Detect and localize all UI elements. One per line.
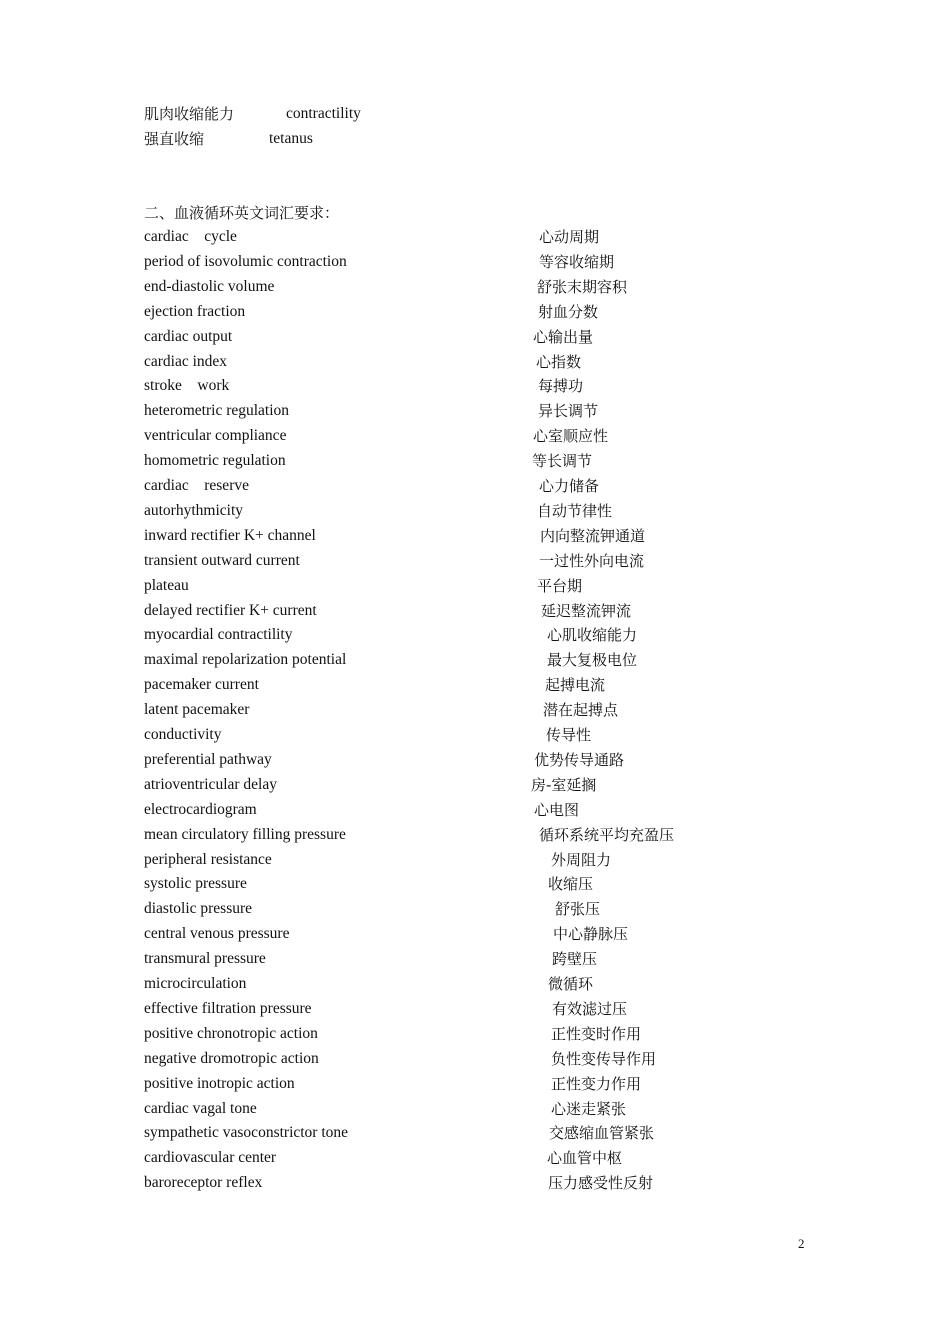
term-chinese: 正性变时作用 [551,1024,642,1043]
term-chinese: 有效滤过压 [552,999,628,1018]
term-row [0,1099,950,1124]
term-row [0,426,950,451]
term-chinese: 优势传导通路 [534,750,625,769]
term-chinese: 负性变传导作用 [551,1049,657,1068]
term-row [0,700,950,725]
term-chinese: 心力储备 [539,477,600,495]
term-row [0,974,950,999]
term-english: negative dromotropic action [144,1049,319,1067]
term-row [0,999,950,1024]
term-english: heterometric regulation [144,402,290,420]
term-english: cardiac vagal tone [144,1099,257,1117]
term-chinese: 射血分数 [538,302,599,321]
term-english: cardiac output [144,327,233,345]
term-english: maximal repolarization potential [144,651,347,669]
term-english: ejection fraction [144,302,246,320]
term-chinese: 自动节律性 [537,501,613,520]
section-heading: 二、血液循环英文词汇要求： [144,204,340,222]
term-chinese: 心血管中枢 [547,1149,623,1168]
term-english: positive inotropic action [144,1074,295,1092]
page-number: 2 [798,1236,805,1251]
term-row [0,725,950,750]
term-row [0,576,950,601]
term-chinese: 舒张末期容积 [537,277,628,296]
term-row [0,501,950,526]
term-english: atrioventricular delay [144,775,277,793]
term-english: end-diastolic volume [144,277,275,295]
top-term-en-2: tetanus [269,130,313,147]
term-english: transient outward current [144,551,300,569]
term-chinese: 一过性外向电流 [539,551,645,570]
term-row [0,850,950,875]
term-chinese: 心迷走紧张 [551,1099,627,1118]
term-chinese: 正性变力作用 [551,1074,642,1093]
term-chinese: 压力感受性反射 [548,1174,654,1193]
term-english: inward rectifier K+ channel [144,526,316,544]
term-row [0,302,950,327]
term-row [0,376,950,401]
term-row [0,352,950,377]
term-row [0,327,950,352]
term-row [0,277,950,302]
term-english: cardiac index [144,352,228,370]
term-row [0,874,950,899]
term-chinese: 心动周期 [539,228,600,246]
term-english: conductivity [144,726,222,743]
term-chinese: 循环系统平均充盈压 [539,825,675,844]
top-term-en-1: contractility [286,105,361,122]
term-chinese: 微循环 [548,975,594,993]
term-english: plateau [144,576,189,594]
term-english: peripheral resistance [144,850,272,868]
term-english: homometric regulation [144,452,286,470]
term-row [0,675,950,700]
term-row [0,1148,950,1173]
term-english: autorhythmicity [144,501,244,519]
term-english: latent pacemaker [144,701,250,719]
term-english: cardiac cycle [144,228,237,245]
term-chinese: 延迟整流钾流 [541,601,632,620]
term-chinese: 舒张压 [555,900,601,919]
term-row [0,1123,950,1148]
term-row [0,476,950,501]
term-english: systolic pressure [144,875,247,893]
top-term-zh-1: 肌肉收缩能力 [144,105,235,123]
term-row [0,949,950,974]
term-english: microcirculation [144,975,247,992]
term-row [0,899,950,924]
term-chinese: 起搏电流 [545,676,606,695]
term-row [0,1173,950,1198]
term-chinese: 传导性 [546,726,592,744]
term-chinese: 等长调节 [532,452,593,471]
term-row [0,227,950,252]
term-chinese: 潜在起搏点 [543,701,619,720]
term-english: electrocardiogram [144,800,257,818]
term-english: myocardial contractility [144,626,293,644]
term-row [0,924,950,949]
term-english: sympathetic vasoconstrictor tone [144,1124,349,1142]
term-english: period of isovolumic contraction [144,252,347,270]
term-chinese: 异长调节 [538,402,599,421]
term-row [0,750,950,775]
term-chinese: 心指数 [536,352,582,371]
term-english: stroke work [144,377,230,395]
term-row [0,401,950,426]
term-chinese: 等容收缩期 [539,252,615,271]
term-chinese: 收缩压 [548,875,594,894]
term-chinese: 外周阻力 [551,850,612,869]
term-row [0,650,950,675]
term-row [0,451,950,476]
term-row [0,625,950,650]
term-row [0,1049,950,1074]
top-term-zh-2: 强直收缩 [144,130,205,148]
term-row [0,252,950,277]
term-english: mean circulatory filling pressure [144,825,346,843]
term-english: cardiovascular center [144,1149,277,1167]
term-chinese: 每搏功 [538,377,584,396]
term-chinese: 交感缩血管紧张 [549,1124,655,1143]
term-chinese: 心电图 [534,800,580,819]
term-row [0,551,950,576]
term-chinese: 最大复极电位 [547,651,638,670]
term-row [0,1024,950,1049]
term-chinese: 内向整流钾通道 [540,526,646,545]
term-english: central venous pressure [144,925,290,943]
term-english: effective filtration pressure [144,999,312,1017]
term-row [0,825,950,850]
term-chinese: 中心静脉压 [553,925,629,944]
term-english: positive chronotropic action [144,1024,318,1042]
term-chinese: 平台期 [537,576,583,595]
term-english: cardiac reserve [144,477,249,494]
term-chinese: 心输出量 [533,327,594,346]
term-english: ventricular compliance [144,427,287,445]
term-row [0,1074,950,1099]
term-row [0,601,950,626]
term-english: baroreceptor reflex [144,1174,263,1192]
term-english: delayed rectifier K+ current [144,601,317,619]
term-row [0,800,950,825]
term-english: transmural pressure [144,950,266,968]
term-english: diastolic pressure [144,900,253,918]
term-chinese: 心肌收缩能力 [547,626,638,645]
term-english: pacemaker current [144,676,259,694]
term-chinese: 跨壁压 [552,950,598,969]
term-row [0,526,950,551]
term-chinese: 房-室延搁 [531,775,597,794]
term-chinese: 心室顺应性 [533,427,609,446]
term-english: preferential pathway [144,750,272,768]
term-row [0,775,950,800]
